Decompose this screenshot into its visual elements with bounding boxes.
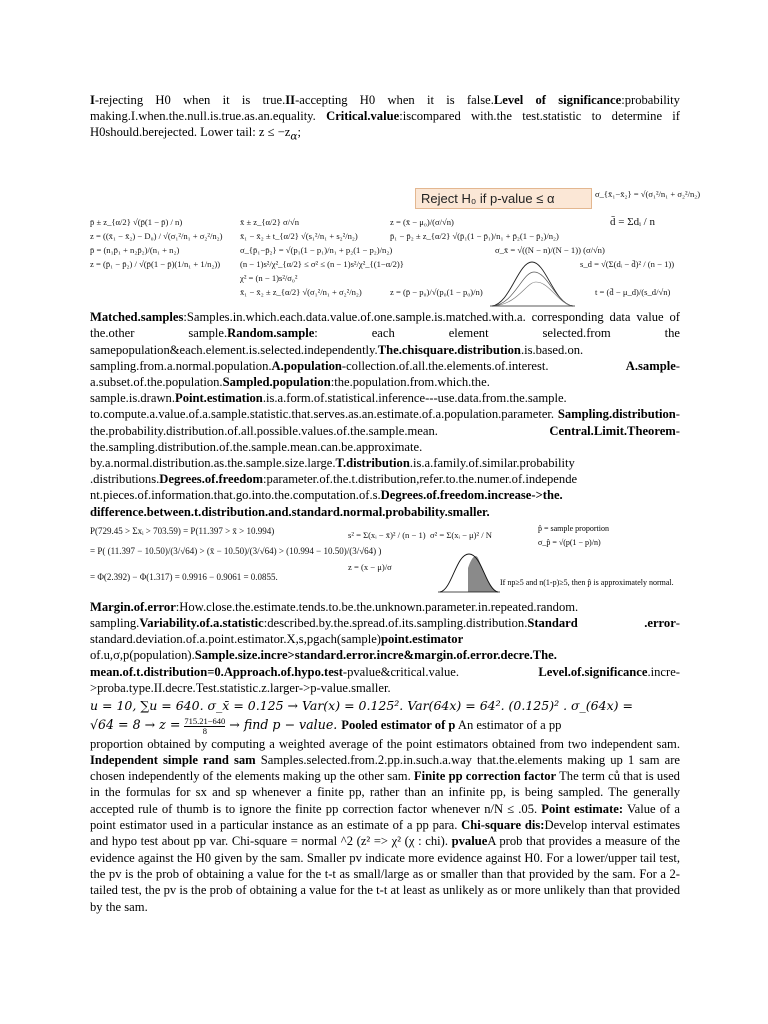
- formula: p̂ = sample proportion: [538, 523, 609, 533]
- term: Degrees.of.freedom.increase->the. difference.between.t.distribution.and.standard.normal.probability.smaller.: [90, 488, 563, 519]
- term-type-i: I: [90, 93, 95, 107]
- term: Standard .error: [527, 615, 676, 630]
- term: Degrees.of.freedom: [159, 472, 264, 487]
- paragraph-definitions: [90, 309, 680, 520]
- formula: z = (p̄₁ − p̄₂) / √(p̄(1 − p̄)(1/n₁ + 1/n₂)): [90, 259, 221, 270]
- formula: = Φ(2.392) − Φ(1.317) = 0.9916 − 0.9061 = 0.0855.: [90, 571, 278, 582]
- formula: x̄ ± z_{α/2} σ/√n: [240, 217, 300, 228]
- fraction: [184, 717, 225, 736]
- text: proportion obtained by computing a weighted average of the point estimators obtained from two independent sam.: [90, 736, 680, 751]
- term: Point.estimation: [175, 391, 263, 406]
- term-critical-value: Critical.value: [326, 109, 400, 124]
- term: Sampled.population: [222, 374, 331, 389]
- formula: s² = Σ(xᵢ − x̄)² / (n − 1): [348, 529, 426, 540]
- formula: z = ((x̄₁ − x̄₂) − D₀) / √(σ₁²/n₁ + σ₂²/n₂): [90, 231, 223, 242]
- formula: σ_{x̄₁−x̄₂} = √(σ₁²/n₁ + σ₂²/n₂): [595, 189, 701, 200]
- text: Samples.selected.from.2.pp.in.such.a.way that.the.elements making up 1 sam are chosen independently of the elements making up the other sam.: [90, 752, 680, 784]
- formula: z = (x − μ)/σ: [348, 561, 392, 572]
- term: Central.Limit.Theorem: [549, 423, 676, 438]
- formula: σ_x̄ = √((N − n)/(N − 1)) (σ/√n): [495, 245, 605, 256]
- term: T.distribution: [335, 455, 410, 470]
- term: Variability.of.a.statistic: [139, 615, 264, 630]
- formula: = P( (11.397 − 10.50)/(3/√64) > (x̄ − 10.50)/(3/√64) > (10.994 − 10.50)/(3/√64) ): [90, 545, 382, 556]
- text: -a.subset.of.the.population.: [90, 358, 680, 389]
- text: Value of a point estimator used in a particular instance as an estimate of a pp para.: [90, 801, 680, 833]
- formula-block-1: [90, 145, 701, 309]
- formula: x̄₁ − x̄₂ ± z_{α/2} √(σ₁²/n₁ + σ₂²/n₂): [240, 287, 362, 298]
- text: -the.sampling.distribution.of.the.sample.mean.can.be.approximate. by.a.normal.distribution.as.the.sample.size.large.: [90, 423, 680, 470]
- text: : each element selected.from the samepopulation&each.element.is.selected.independently.: [90, 326, 680, 357]
- chi-square-curves-figure: [490, 260, 575, 308]
- text: -collection.of.all.the.elements.of.interest.: [341, 358, 626, 373]
- text: -accepting H0 when it is false.: [295, 93, 494, 107]
- formula: If np≥5 and n(1-p)≥5, then p̂ is approximately normal.: [500, 577, 674, 587]
- term: The.chisquare.distribution: [377, 342, 521, 357]
- text: :probability making.I.when.the.null.is.true.as.an.equality.: [90, 93, 680, 124]
- formula: χ² = (n − 1)s²/σ₀²: [240, 273, 298, 284]
- term: Random.sample: [227, 326, 315, 341]
- math-text: → find p − value.: [225, 716, 342, 732]
- term: Point estimate:: [541, 801, 624, 816]
- term-level-of-significance: Level of significance: [493, 93, 622, 107]
- formula: z = (p̄ − p₀)/√(p₀(1 − p₀)/n): [390, 287, 483, 298]
- term: Independent simple rand sam: [90, 752, 256, 767]
- formula: σ² = Σ(xᵢ − μ)² / N: [430, 529, 492, 540]
- formula: P(729.45 > Σxᵢ > 703.59) = P(11.397 > x̄ > 10.994): [90, 525, 275, 536]
- text: :How.close.the.estimate.tends.to.be.the.unknown.parameter.in.repeated.random. sampling.: [90, 599, 579, 630]
- text: of.u,σ,p(population).: [90, 648, 195, 663]
- formula: t = (d̄ − μ_d)/(s_d/√n): [595, 287, 671, 298]
- text: :Samples.in.which.each.data.value.of.one.sample.is.matched.with.a. corresponding data value of the.other sample.: [90, 310, 680, 341]
- paragraph-estimators: [90, 736, 680, 915]
- term: point.estimator: [380, 632, 464, 647]
- text: .incre->proba.type.II.decre.Test.statistic.z.larger->p-value.smaller.: [90, 664, 680, 695]
- term: A.sample: [625, 358, 676, 373]
- text: :iscompared with.the test.statistic to determine if H0should.berejected. Lower tail: z ≤ −z: [90, 109, 680, 140]
- reject-rule-box: Reject H₀ if p-value ≤ α: [415, 188, 592, 209]
- paragraph-errors: [90, 92, 680, 145]
- term-type-ii: II: [285, 93, 296, 107]
- text: .is.based.on. sampling.from.a.normal.population.: [90, 342, 584, 373]
- formula-block-2: [90, 522, 680, 599]
- text: An estimator of a pp: [455, 717, 562, 732]
- term: Sample.size.incre>standard.error.incre&margin.of.error.decre.The. mean.of.t.distribution=0.Approach.of.hypo.test: [90, 648, 557, 679]
- text: A prob that provides a measure of the evidence against the H0 given by the sam. Smaller pv indicate more evidence against H0. For a lower/upper tail test, the pv is the prob of obtaining a value for the t-t as small/large as or smaller than that provided by the sam. For a 2-tailed test, the pv is the prob of obtaining a value for the t-t at least as unlikely as or more unlikely than that provided by the sam.: [90, 834, 680, 914]
- math-text: √64 = 8 → z =: [90, 716, 185, 732]
- text: -rejecting H0 when it is true.: [94, 93, 286, 107]
- fraction-denominator: 8: [202, 725, 207, 736]
- formula: (n − 1)s²/χ²_{α/2} ≤ σ² ≤ (n − 1)s²/χ²_{(1−α/2)}: [240, 259, 404, 270]
- formula: p̄ ± z_{α/2} √(p̄(1 − p̄) / n): [90, 217, 183, 228]
- formula: z = (x̄ − μ₀)/(σ/√n): [390, 217, 454, 228]
- text: .is.a.form.of.statistical.inference---use.data.from.the.sample. to.compute.a.value.of.a.sample.statistic.that.serves.as.an.estimate.of.a.population.parameter.: [90, 391, 567, 422]
- text: :parameter.of.the.t.distribution,refer.to.the.numer.of.independe nt.pieces.of.information.that.go.into.the.computation.of.s.: [90, 472, 578, 503]
- term: Chi-square dis:: [461, 818, 545, 833]
- text: :described.by.the.spread.of.its.sampling.distribution.: [263, 615, 528, 630]
- text: ;: [297, 125, 301, 140]
- term: Level.of.significance: [538, 664, 648, 679]
- term: Finite pp correction factor: [413, 769, 557, 784]
- term: Pooled estimator of p: [341, 717, 456, 732]
- term: Matched.samples: [90, 310, 184, 325]
- document-page: [90, 92, 701, 915]
- fraction-numerator: 715.21−640: [184, 715, 226, 726]
- formula: p̄ = (n₁p̄₁ + n₂p̄₂)/(n₁ + n₂): [90, 245, 180, 256]
- normal-curve-figure: [438, 548, 500, 594]
- term: Sampling.distribution: [557, 407, 676, 422]
- paragraph-margin-of-error: [90, 599, 680, 696]
- text: -standard.deviation.of.a.point.estimator.X,s,pgach(sample): [90, 615, 680, 647]
- text: .is.a.family.of.similar.probability .distributions.: [90, 455, 575, 487]
- formula: σ_{p̄₁−p̄₂} = √(p₁(1 − p₁)/n₁ + p₂(1 − p₂)/n₂): [240, 245, 393, 256]
- text: Develop interval estimates and hypo test about pp var. Chi-square = normal ^2 (z² => χ² (χ : chi).: [90, 818, 680, 849]
- formula: p̄₁ − p̄₂ ± z_{α/2} √(p̄₁(1 − p̄₁)/n₁ + p̄₂(1 − p̄₂)/n₂): [390, 231, 559, 242]
- text: -pvalue&critical.value.: [342, 664, 539, 679]
- math-line-1: u = 10, ∑u = 640. σ_x̄ = 0.125 → Var(x) = 0.125². Var(64x) = 64². (0.125)² . σ_(64x) =: [90, 697, 633, 713]
- term: Margin.of.error: [90, 599, 176, 614]
- text: :the.population.from.which.the. sample.is.drawn.: [90, 374, 490, 406]
- math-line-2: [90, 715, 680, 736]
- formula: σ_p̂ = √(p(1 − p)/n): [538, 537, 601, 547]
- formula: x̄₁ − x̄₂ ± t_{α/2} √(s₁²/n₁ + s₂²/n₂): [240, 231, 358, 242]
- text: The term ců that is used in the formulas for sx and sp whenever a finite pp, rather than an infinite pp, is being sampled. The generally accepted rule of thumb is to ignore the finite pp correction factor whenever n/N ≤ .05.: [90, 769, 680, 816]
- formula: d̄ = Σdᵢ / n: [610, 216, 655, 229]
- text: -the.probability.distribution.of.all.possible.values.of.the.sample.mean.: [90, 407, 680, 438]
- term: A.population: [271, 358, 342, 373]
- formula: s_d = √(Σ(dᵢ − d̄)² / (n − 1)): [580, 259, 675, 270]
- term: pvalue: [451, 834, 488, 849]
- subscript: α: [290, 130, 298, 143]
